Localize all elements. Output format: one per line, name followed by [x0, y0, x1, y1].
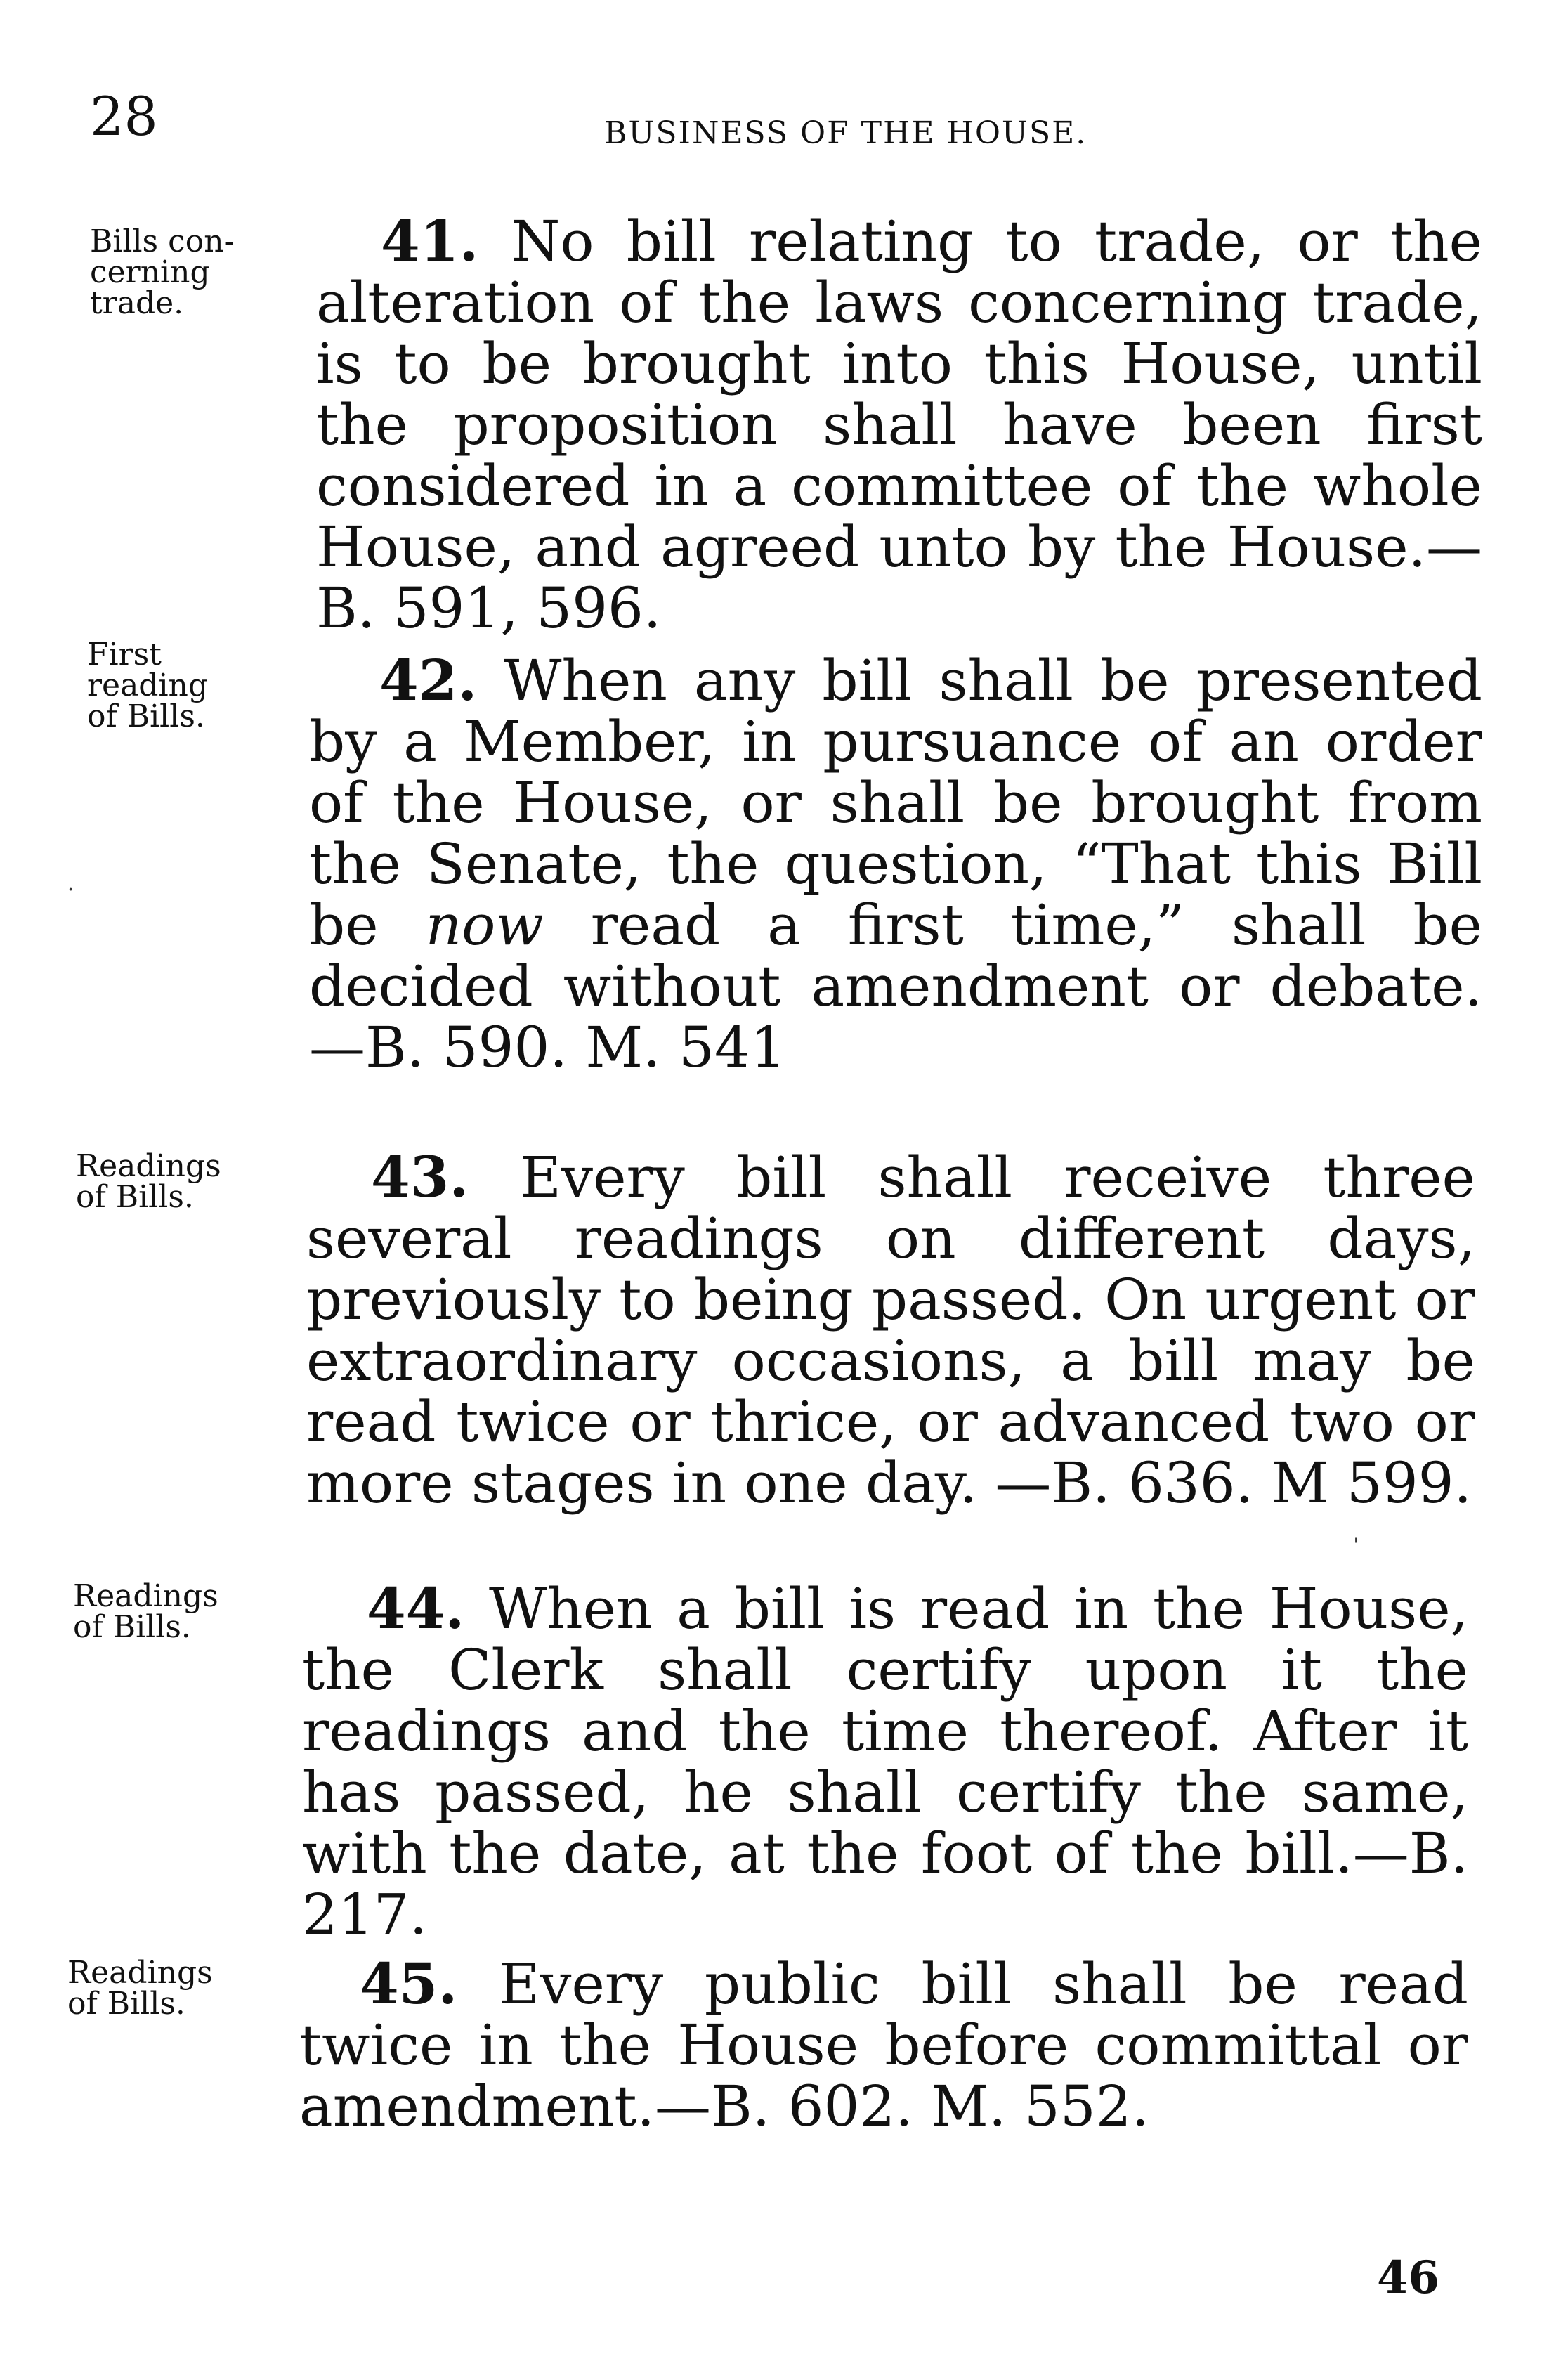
rule-body-text: When a bill is read in the House, the Clerk shall certify upon it the readings and the time thereof. After it has passed, he shall certify the same, with the date, at the foot of the bill.—B. 217. — [302, 1576, 1468, 1947]
emphasis-now: now — [425, 892, 544, 958]
rule-number: 44. — [367, 1575, 465, 1641]
rule-number: 43. — [371, 1144, 469, 1210]
rule-text — [302, 1575, 1468, 1947]
rule-number: 45. — [360, 1951, 458, 2017]
rule-body-text: Every bill shall receive three several readings on different days, previously to being passed. On urgent or extraordinary occasions, a bill may be read twice or thrice, or advanced two or more stages in one day. —B. 636. M 599. — [306, 1145, 1475, 1516]
print-speck: · — [67, 878, 74, 902]
rule-body-text: Every public bill shall be read twice in the House before committal or amendment.—B. 602. M. 552. — [299, 1951, 1469, 2139]
rule-text — [299, 1953, 1468, 2137]
rule-number: 41. — [381, 208, 479, 274]
rule-body-text: When any bill shall be presented by a Member, in pursuance of an order of the House, or shall be brought from the Senate, the question, “That this Bill be — [309, 648, 1482, 958]
page-number: 28 — [90, 85, 158, 148]
margin-note: First reading of Bills. — [87, 637, 209, 734]
rule-text — [309, 647, 1482, 1080]
rule-number: 42. — [379, 647, 478, 713]
running-head: BUSINESS OF THE HOUSE. — [604, 115, 1087, 151]
rule-text — [316, 208, 1482, 641]
rule-body-text-continued: read a first time,” shall be decided without amendment or debate.—B. 590. M. 541 — [309, 892, 1482, 1080]
margin-note: Bills con- cerning trade. — [90, 223, 235, 321]
rule-text — [306, 1144, 1475, 1516]
rule-body-text: No bill relating to trade, or the alteration of the laws concerning trade, is to be brought into this House, until the proposition shall have been first considered in a committee of the whole House, and agreed unto by the House.—B. 591, 596. — [316, 209, 1482, 641]
margin-note: Readings of Bills. — [76, 1148, 221, 1215]
signature-mark: 46 — [1377, 2251, 1440, 2304]
margin-note: Readings of Bills. — [73, 1578, 218, 1645]
margin-note: Readings of Bills. — [67, 1955, 213, 2022]
print-speck: ˌ — [1353, 1521, 1359, 1546]
